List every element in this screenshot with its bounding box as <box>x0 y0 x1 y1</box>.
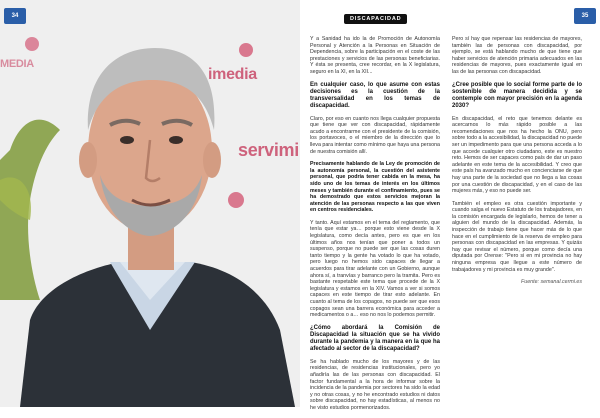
source-credit: Fuente: semanal.cermi.es <box>521 279 582 286</box>
paragraph: También el empleo es otra cuestión importante y cuando salga el nuevo Estatuto de los trabajadores, en la comisión encargada de legislarlo, hemos de tener a alguien del mundo de la discapacidad. Además, la inspección de trabajo tiene que hacer más de lo que hace en el cumplimiento de la reserva de empleo para personas con discapacidad en las empresas. Y quizás hay que revisar el número, porque como decía una diputada por Orense: "Pero si en mi provincia no hay ninguna empresa que llegue a este número de trabajadores y mi provincia es muy grande". <box>452 200 582 273</box>
portrait-illustration <box>0 0 300 407</box>
interview-question: En cualquier caso, lo que asume con estas decisiones es la cuestión de la transversalidad en los temas de discapacidad. <box>310 81 440 109</box>
page-number-left: 34 <box>4 8 26 24</box>
background-brand-text-3: servimi <box>238 140 299 160</box>
article-page <box>300 0 600 411</box>
interview-question: ¿Cómo abordará la Comisión de Discapacidad la situación que se ha vivido durante la pandemia y la manera en la que ha afectado al sector de la discapacidad? <box>310 324 440 352</box>
paragraph: Y a Sanidad ha ido la de Promoción de Autonomía Personal y Atención a la Personas en Situación de Dependencia, sobre la participación en el coste de las prestaciones y servicios de las personas beneficiarias. Y ésta se presenta, cree recordar, en la X legislatura, seguro en la XI, en la XII... <box>310 36 440 75</box>
page-number-right: 35 <box>574 8 596 24</box>
text-column-2 <box>452 36 582 292</box>
paragraph: Claro, por eso en cuanto nos llega cualquier propuesta que tiene que ver con discapacidad, rápidamente acudo a encontrarme con el presidente de la comisión, los portavoces, o el miembro de la dirección que lo lleva para intentar como mínimo que haya una persona de nuestra comisión allí. <box>310 115 440 155</box>
background-brand-text-2: imedia <box>208 66 257 83</box>
interview-question: Precisamente hablando de la Ley de promoción de la autonomía personal, la cuestión del asistente personal, que podría tener cabida en la mesa, ha sido uno de los temas de interés en los últimos meses y también durante el confinamiento, pues se ha demostrado que estos servicios mejoran la atención de las personas respecto a las que viven en centros residenciales. <box>310 161 440 214</box>
background-brand-text-1: MEDIA <box>0 58 34 70</box>
interview-question: ¿Cree posible que lo social forme parte de lo sostenible de manera decidida y se contemple con mayor precisión en la agenda 2030? <box>452 81 582 109</box>
portrait-photo <box>0 0 300 407</box>
text-column-1 <box>310 36 440 418</box>
paragraph: Y tanto. Aquí estamos en el tema del reglamento, que tenía que estar ya… porque esto viene desde la X legislatura, como decía antes, pero es que en los últimos años nos tenían que poner a todos un suspenso, porque no puede ser que las cosas duren tanto tiempo y la gente ha votado lo que ha votado, pero luego no hemos sido capaces de llegar a acuerdos para tirar adelante con un Gobierno, aunque ahora sí, a tranvías y barranco pero la tramita. Pero es bastante respetable este tema que procede de la X legislatura y estamos en la XIV. Vamos a ver si somos capaces en este tiempo de tirar esto adelante. En cuanto al tema de los copagos, no puede ser que esos copagos sean una barrera económica para acceder a medicamentos o a… eso no nos lo podemos permitir. <box>310 219 440 319</box>
paragraph: En discapacidad, el reto que tenemos delante es acercarnos lo más rápido posible a las recomendaciones que nos ha hecho la ONU, pero sobre todo a la accesibilidad, la discapacidad no puede ser un impedimento para que una persona acceda a lo que accede cualquier otro ciudadano, este es nuestro reto. Hemos de ser capaces como país de dar un paso adelante en este tema de la accesibilidad. Y creo que este país ha avanzado mucho en concienciarse de que hay una parte de la sociedad que no llega a las cosas por una cuestión de discapacidad, y en el caso de las mujeres más, y eso no puede ser. <box>452 115 582 195</box>
paragraph: Pero sí hay que repensar las residencias de mayores, también las de personas con discapacidad, por ejemplo, se está hablando mucho de que tiene que haber servicios de atención primaria adecuados en las residencias de mayores, pues exactamente igual en las de las personas con discapacidad. <box>452 36 582 75</box>
paragraph: Se ha hablado mucho de los mayores y de las residencias, de residencias institucionales, pero yo añadiría las de las personas con discapacidad. El factor fundamental a la hora de informar sobre la incidencia de la pandemia por sectores ha sido la edad y no otras cosas, y no he encontrado estudios ni datos sobre discapacidad, no hay estadísticas, al menos no he visto estudios pormenorizados. <box>310 358 440 411</box>
section-label: DISCAPACIDAD <box>344 14 407 24</box>
